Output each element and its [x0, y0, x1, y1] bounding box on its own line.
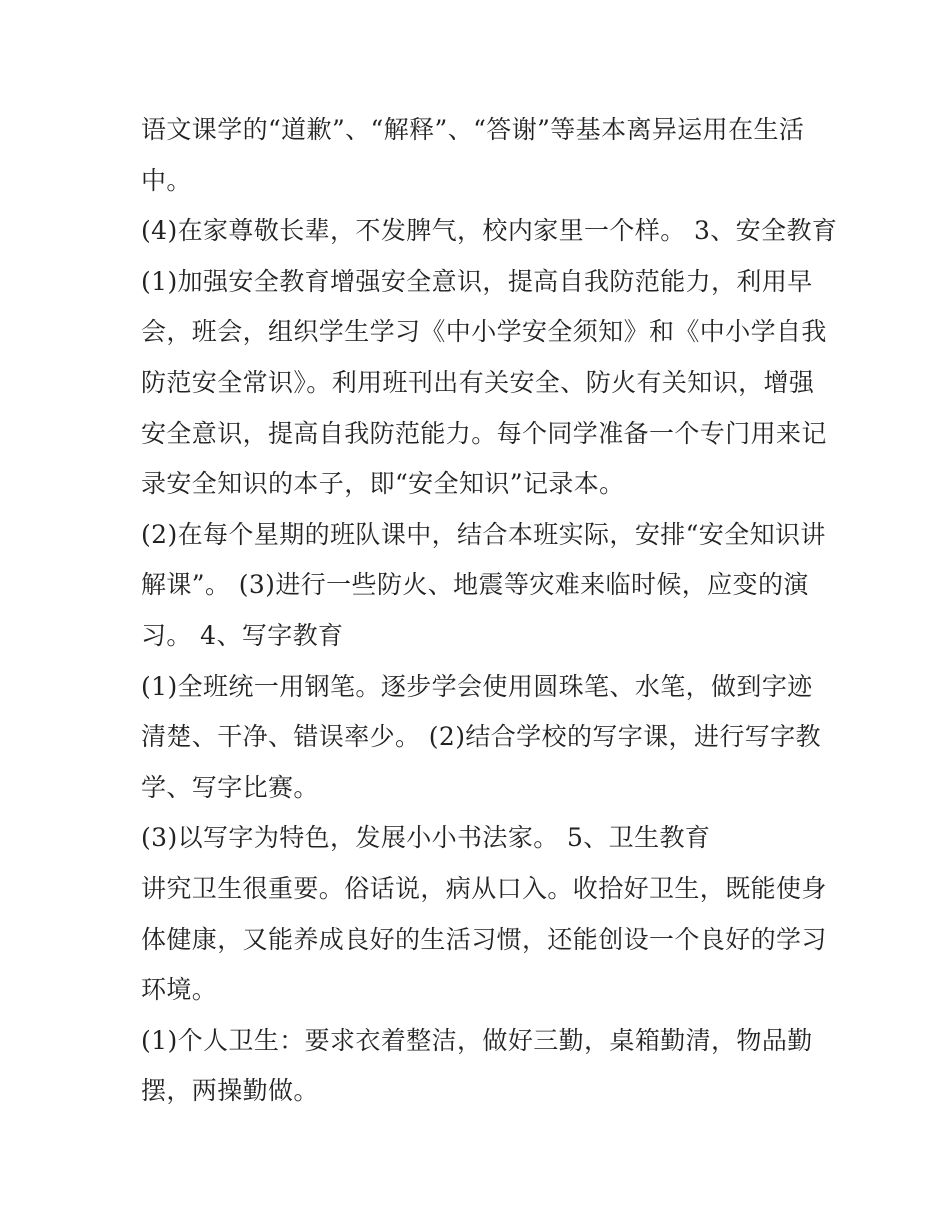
text-line-4: (1)加强安全教育增强安全意识，提高自我防范能力，利用早 — [141, 266, 813, 296]
text-line-6: 防范安全常识》。利用班刊出有关安全、防火有关知识，增强 — [141, 367, 815, 397]
text-line-18: 环境。 — [141, 975, 218, 1005]
text-line-19: (1)个人卫生：要求衣着整洁，做好三勤，桌箱勤清，物品勤 — [141, 1025, 813, 1055]
text-line-17: 体健康，又能养成良好的生活习惯，还能创设一个良好的学习 — [141, 924, 827, 954]
text-line-16: 讲究卫生很重要。俗话说，病从口入。收拾好卫生，既能使身 — [141, 873, 827, 903]
text-line-11: 习。 4、写字教育 — [141, 620, 344, 650]
text-line-13: 清楚、干净、错误率少。 (2)结合学校的写字课，进行写字教 — [141, 722, 821, 752]
text-line-9: (2)在每个星期的班队课中，结合本班实际，安排“安全知识讲 — [141, 519, 826, 549]
text-line-2: 中。 — [141, 165, 192, 195]
text-line-10: 解课”。 (3)进行一些防火、地震等灾难来临时候，应变的演 — [141, 570, 809, 600]
text-line-5: 会，班会，组织学生学习《中小学安全须知》和《中小学自我 — [141, 317, 827, 347]
text-line-14: 学、写字比赛。 — [141, 772, 319, 802]
text-line-8: 录安全知识的本子，即“安全知识”记录本。 — [141, 469, 625, 499]
text-line-20: 摆，两操勤做。 — [141, 1076, 319, 1106]
text-line-3: (4)在家尊敬长辈，不发脾气，校内家里一个样。 3、安全教育 — [141, 216, 838, 246]
document-body — [141, 105, 838, 1117]
text-line-1: 语文课学的“道歉”、“解释”、“答谢”等基本离异运用在生活 — [141, 115, 805, 144]
text-line-15: (3)以写字为特色，发展小小书法家。 5、卫生教育 — [141, 823, 711, 853]
text-line-12: (1)全班统一用钢笔。逐步学会使用圆珠笔、水笔，做到字迹 — [141, 671, 813, 701]
text-line-7: 安全意识，提高自我防范能力。每个同学准备一个专门用来记 — [141, 418, 827, 448]
